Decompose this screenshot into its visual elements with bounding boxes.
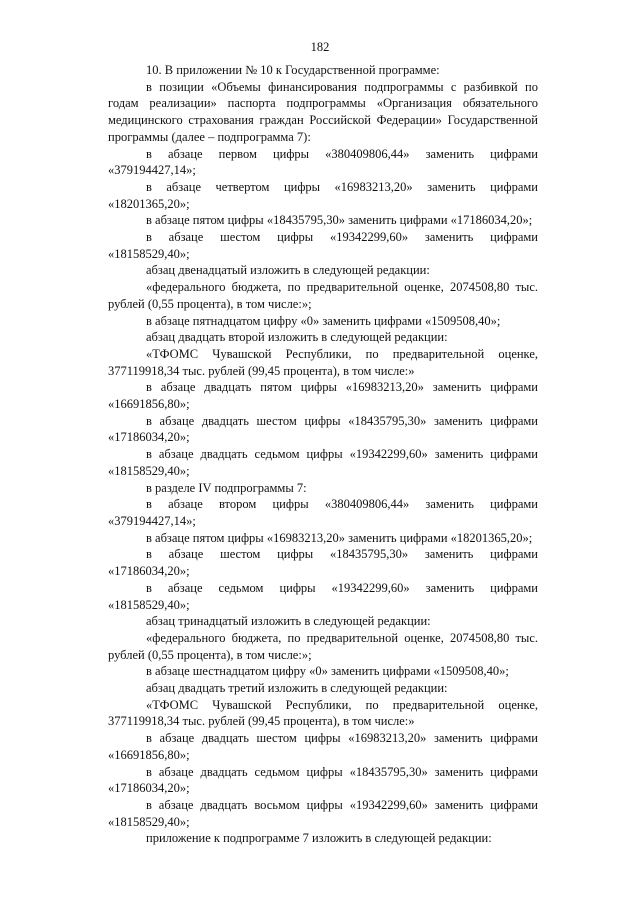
paragraph: в абзаце двадцать шестом цифры «16983213,20» заменить цифрами «16691856,80»; <box>108 731 538 762</box>
paragraph: в абзаце двадцать восьмом цифры «19342299,60» заменить цифрами «18158529,40»; <box>108 797 538 829</box>
document-body <box>108 62 538 847</box>
paragraph: в абзаце пятом цифры «18435795,30» заменить цифрами «17186034,20»; <box>146 213 533 228</box>
paragraph: «ТФОМС Чувашской Республики, по предварительной оценке, 377119918,34 тыс. рублей (99,45 процента), в том числе:» <box>108 697 538 729</box>
paragraph: в абзаце двадцать седьмом цифры «18435795,30» заменить цифрами «17186034,20»; <box>108 764 538 796</box>
paragraph: абзац двенадцатый изложить в следующей редакции: <box>146 263 430 278</box>
paragraph: 10. В приложении № 10 к Государственной программе: <box>146 63 440 77</box>
paragraph: в разделе IV подпрограммы 7: <box>146 480 307 495</box>
paragraph: «ТФОМС Чувашской Республики, по предварительной оценке, 377119918,34 тыс. рублей (99,45 процента), в том числе:» <box>108 346 538 378</box>
paragraph: в абзаце втором цифры «380409806,44» заменить цифрами «379194427,14»; <box>108 497 538 528</box>
paragraph: в абзаце пятнадцатом цифру «0» заменить цифрами «1509508,40»; <box>146 313 501 328</box>
paragraph: в абзаце шестом цифры «19342299,60» заменить цифрами «18158529,40»; <box>108 230 538 261</box>
paragraph: в абзаце двадцать пятом цифры «16983213,20» заменить цифрами «16691856,80»; <box>108 380 538 412</box>
paragraph: в абзаце четвертом цифры «16983213,20» заменить цифрами «18201365,20»; <box>108 179 538 211</box>
page-number: 182 <box>310 40 330 54</box>
paragraph: абзац тринадцатый изложить в следующей редакции: <box>146 614 431 629</box>
paragraph: в абзаце двадцать шестом цифры «18435795,30» заменить цифрами «17186034,20»; <box>108 413 538 445</box>
paragraph: в абзаце седьмом цифры «19342299,60» заменить цифрами «18158529,40»; <box>108 580 538 612</box>
paragraph: в позиции «Объемы финансирования подпрограммы с разбивкой по годам реализации» паспорта подпрограммы «Организация обязательного медицинского страхования граждан Российской Федерации» Государственной программы (далее – подпрограмма 7): <box>108 79 538 144</box>
paragraph: в абзаце двадцать седьмом цифры «19342299,60» заменить цифрами «18158529,40»; <box>108 447 538 478</box>
paragraph: «федерального бюджета, по предварительной оценке, 2074508,80 тыс. рублей (0,55 процента), в том числе:»; <box>108 630 538 662</box>
paragraph: «федерального бюджета, по предварительной оценке, 2074508,80 тыс. рублей (0,55 процента), в том числе:»; <box>108 280 538 311</box>
paragraph: в абзаце шестом цифры «18435795,30» заменить цифрами «17186034,20»; <box>108 547 538 579</box>
paragraph: в абзаце первом цифры «380409806,44» заменить цифрами «379194427,14»; <box>108 146 538 178</box>
paragraph: в абзаце пятом цифры «16983213,20» заменить цифрами «18201365,20»; <box>146 530 533 545</box>
paragraph: приложение к подпрограмме 7 изложить в следующей редакции: <box>146 831 492 846</box>
paragraph: в абзаце шестнадцатом цифру «0» заменить цифрами «1509508,40»; <box>146 664 509 679</box>
paragraph: абзац двадцать второй изложить в следующей редакции: <box>146 330 448 345</box>
paragraph: абзац двадцать третий изложить в следующей редакции: <box>146 681 448 696</box>
